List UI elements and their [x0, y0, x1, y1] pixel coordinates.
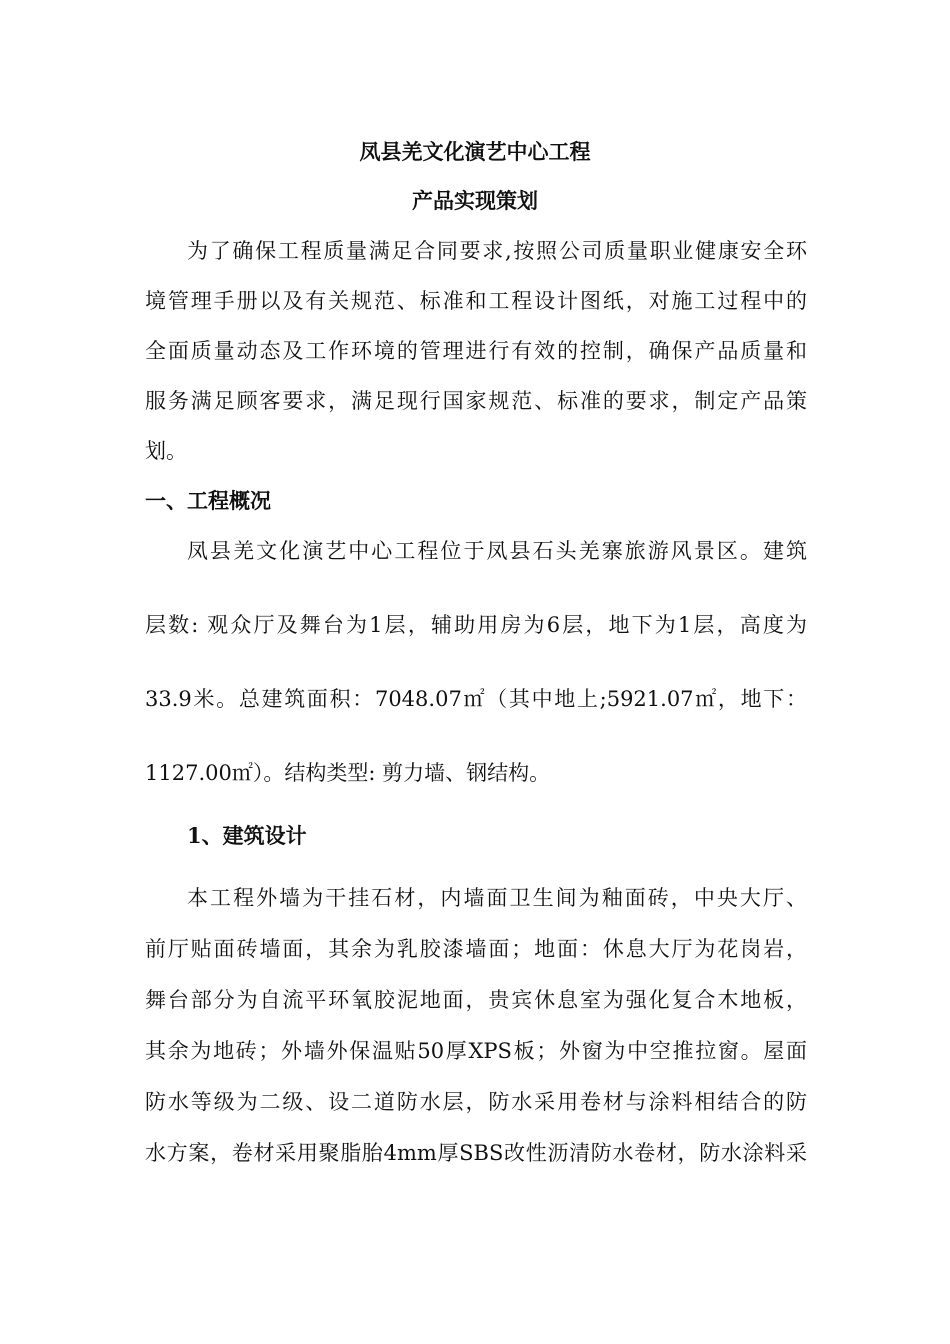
paragraph-line: 1127.00㎡）。结构类型: 剪力墙、钢结构。	[145, 761, 551, 785]
paragraph-line: 服务满足顾客要求，满足现行国家规范、标准的要求，制定产品策	[145, 389, 807, 413]
paragraph-line: 防水等级为二级、设二道防水层，防水采用卷材与涂料相结合的防	[145, 1090, 807, 1114]
paragraph-line: 凤县羌文化演艺中心工程位于凤县石头羌寨旅游风景区。建筑	[187, 539, 807, 563]
paragraph-line: 前厅贴面砖墙面，其余为乳胶漆墙面；地面：休息大厅为花岗岩，	[145, 937, 807, 961]
paragraph-line: 33.9米。总建筑面积：7048.07㎡（其中地上;5921.07㎡，地下：	[145, 687, 807, 711]
paragraph-line: 全面质量动态及工作环境的管理进行有效的控制，确保产品质量和	[145, 339, 807, 363]
paragraph-line: 为了确保工程质量满足合同要求,按照公司质量职业健康安全环	[187, 239, 807, 263]
paragraph-line: 本工程外墙为干挂石材，内墙面卫生间为釉面砖，中央大厅、	[187, 886, 807, 910]
page-subtitle: 产品实现策划	[412, 188, 538, 213]
subsection-heading: 1、建筑设计	[187, 823, 307, 848]
paragraph-line: 境管理手册以及有关规范、标准和工程设计图纸，对施工过程中的	[145, 289, 807, 313]
paragraph-line: 划。	[145, 439, 187, 463]
paragraph-line: 其余为地砖；外墙外保温贴50厚XPS板；外窗为中空推拉窗。屋面	[145, 1039, 807, 1063]
page-title: 凤县羌文化演艺中心工程	[359, 139, 591, 164]
section-heading: 一、工程概况	[145, 488, 271, 513]
paragraph-line: 舞台部分为自流平环氧胶泥地面，贵宾休息室为强化复合木地板，	[145, 988, 807, 1012]
paragraph-line: 水方案，卷材采用聚脂胎4mm厚SBS改性沥清防水卷材，防水涂料采	[145, 1141, 807, 1165]
paragraph-line: 层数: 观众厅及舞台为1层，辅助用房为6层，地下为1层，高度为	[145, 613, 807, 637]
